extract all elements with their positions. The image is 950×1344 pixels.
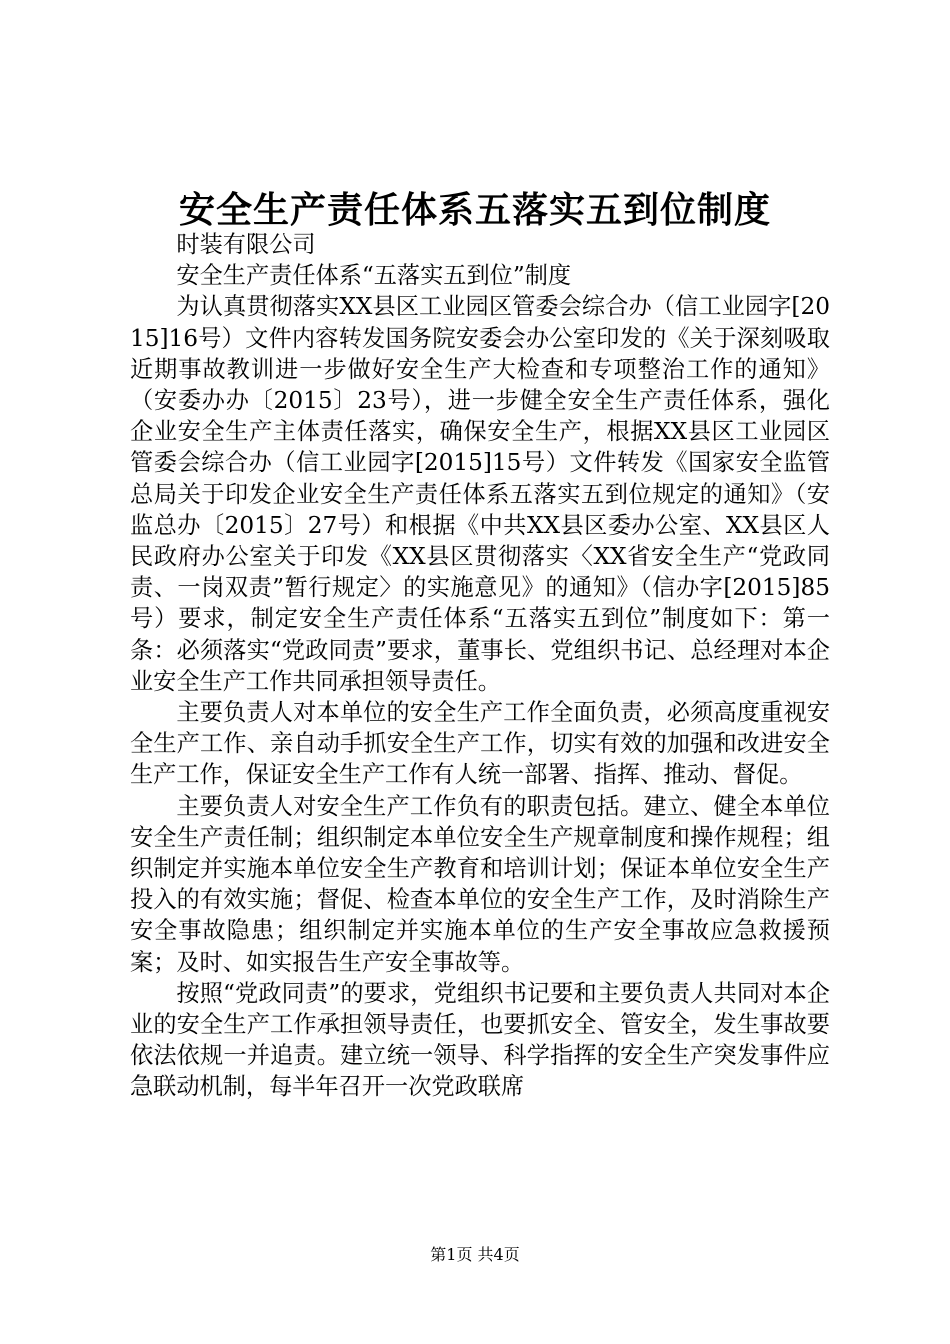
body-paragraph: 为认真贯彻落实XX县区工业园区管委会综合办（信工业园字[2015]16号）文件内容转发国务院安委会办公室印发的《关于深刻吸取近期事故教训进一步做好安全生产大检查和专项整治工作的通知》（安委办办〔2015〕23号），进一步健全安全生产责任体系，强化企业安全生产主体责任落实，确保安全生产，根据XX县区工业园区管委会综合办（信工业园字[2015]15号）文件转发《国家安全监管总局关于印发企业安全生产责任体系五落实五到位规定的通知》（安监总办〔2015〕27号）和根据《中共XX县区委办公室、XX县区人民政府办公室关于印发《XX县区贯彻落实〈XX省安全生产“党政同责、一岗双责”暂行规定〉的实施意见》的通知》（信办字[2015]85号）要求，制定安全生产责任体系“五落实五到位”制度如下：第一条：必须落实“党政同责”要求，董事长、党组织书记、总经理对本企业安全生产工作共同承担领导责任。: [130, 293, 830, 695]
body-paragraph: 主要负责人对安全生产工作负有的职责包括。建立、健全本单位安全生产责任制；组织制定本单位安全生产规章制度和操作规程；组织制定并实施本单位安全生产教育和培训计划；保证本单位安全生产投入的有效实施；督促、检查本单位的安全生产工作，及时消除生产安全事故隐患；组织制定并实施本单位的生产安全事故应急救援预案；及时、如实报告生产安全事故等。: [130, 792, 830, 976]
company-name-paragraph: 时装有限公司: [176, 231, 316, 258]
subtitle-paragraph: 安全生产责任体系“五落实五到位”制度: [176, 262, 572, 290]
body-paragraph: 主要负责人对本单位的安全生产工作全面负责，必须高度重视安全生产工作、亲自动手抓安全生产工作，切实有效的加强和改进安全生产工作，保证安全生产工作有人统一部署、指挥、推动、督促。: [130, 699, 830, 789]
page-number-footer: 第1页 共4页: [430, 1245, 520, 1264]
body-paragraph: 按照“党政同责”的要求，党组织书记要和主要负责人共同对本企业的安全生产工作承担领导责任，也要抓安全、管安全，发生事故要依法依规一并追责。建立统一领导、科学指挥的安全生产突发事件应急联动机制，每半年召开一次党政联席: [130, 979, 830, 1101]
document-body: [130, 229, 830, 1103]
document-title: 安全生产责任体系五落实五到位制度: [178, 189, 771, 231]
